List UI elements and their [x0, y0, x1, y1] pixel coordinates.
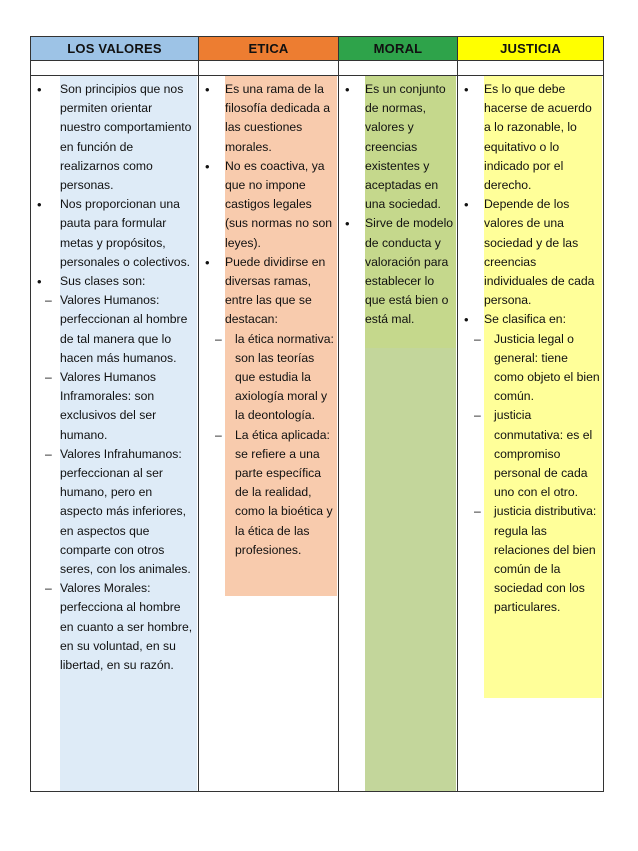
header-spacer — [339, 61, 457, 76]
empty-shaded-area — [365, 348, 456, 791]
header-justicia: JUSTICIA — [458, 37, 603, 61]
list-subitem: – La ética aplicada: se refiere a una parte específica de la realidad, como la bioética y la ética de las profesiones. — [199, 426, 336, 560]
list-subitem: – Valores Morales: perfecciona al hombre en cuanto a ser hombre, en su voluntad, en su libertad, en su razón. — [31, 579, 196, 675]
header-valores: LOS VALORES — [31, 37, 198, 61]
list-item: • Sirve de modelo de conducta y valoración para establecer lo que está bien o está mal. — [339, 214, 455, 329]
list-subitem: – Valores Humanos: perfeccionan al hombre de tal manera que lo hacen más humanos. — [31, 291, 196, 368]
header-moral: MORAL — [339, 37, 457, 61]
body-moral — [339, 76, 457, 791]
list-justicia — [458, 80, 601, 618]
list-item: • Es lo que debe hacerse de acuerdo a lo razonable, lo equitativo o lo indicado por el derecho. — [458, 80, 601, 195]
list-item: • No es coactiva, ya que no impone castigos legales (sus normas no son leyes). — [199, 157, 336, 253]
list-subitem: – Justicia legal o general: tiene como objeto el bien común. — [458, 330, 601, 407]
list-moral — [339, 80, 455, 330]
list-subitem: – justicia distributiva: regula las relaciones del bien común de la sociedad con los particulares. — [458, 502, 601, 617]
column-justicia — [458, 37, 603, 791]
list-item: • Se clasifica en: — [458, 310, 601, 329]
column-moral — [339, 37, 458, 791]
list-item: • Nos proporcionan una pauta para formular metas y propósitos, personales o colectivos. — [31, 195, 196, 272]
list-item: • Puede dividirse en diversas ramas, entre las que se destacan: — [199, 253, 336, 330]
header-spacer — [458, 61, 603, 76]
header-spacer — [31, 61, 198, 76]
column-valores — [31, 37, 199, 791]
list-valores — [31, 80, 196, 675]
list-item: • Son principios que nos permiten orientar nuestro comportamiento en función de realizarnos como personas. — [31, 80, 196, 195]
comparison-table — [30, 36, 604, 792]
list-subitem: – Valores Humanos Inframorales: son exclusivos del ser humano. — [31, 368, 196, 445]
list-item: • Sus clases son: — [31, 272, 196, 291]
body-justicia — [458, 76, 603, 791]
body-valores — [31, 76, 198, 791]
list-subitem: – Valores Infrahumanos: perfeccionan al ser humano, pero en aspecto más inferiores, en aspectos que comparte con otros seres, con los animales. — [31, 445, 196, 579]
list-item: • Es una rama de la filosofía dedicada a las cuestiones morales. — [199, 80, 336, 157]
header-spacer — [199, 61, 338, 76]
list-etica — [199, 80, 336, 560]
header-etica: ETICA — [199, 37, 338, 61]
list-subitem: – la ética normativa: son las teorías que estudia la axiología moral y la deontología. — [199, 330, 336, 426]
list-item: • Depende de los valores de una sociedad y de las creencias individuales de cada persona. — [458, 195, 601, 310]
column-etica — [199, 37, 339, 791]
body-etica — [199, 76, 338, 791]
list-subitem: – justicia conmutativa: es el compromiso personal de cada uno con el otro. — [458, 406, 601, 502]
list-item: • Es un conjunto de normas, valores y creencias existentes y aceptadas en una sociedad. — [339, 80, 455, 214]
